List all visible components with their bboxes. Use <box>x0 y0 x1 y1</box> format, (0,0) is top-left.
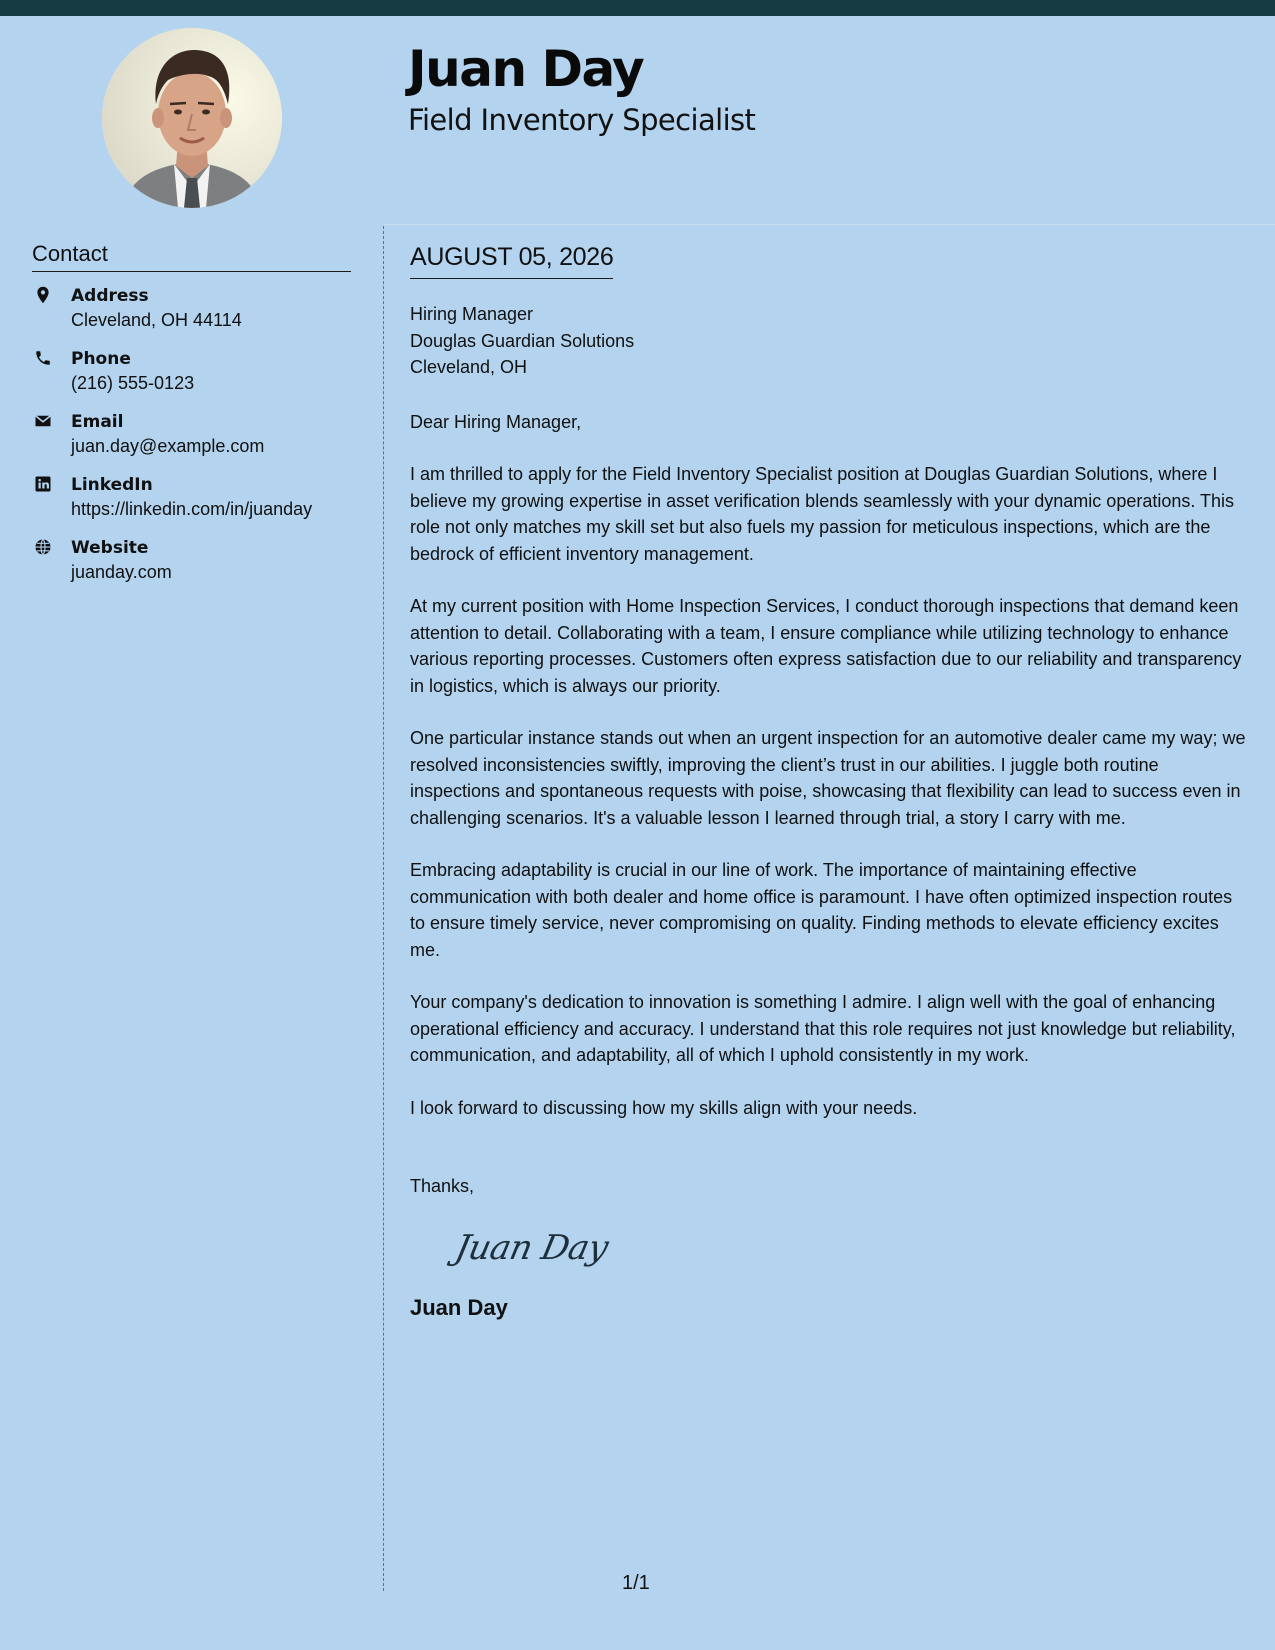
job-title: Field Inventory Specialist <box>408 103 756 137</box>
contact-email <box>32 410 362 473</box>
contact-label: Address <box>71 286 149 306</box>
page-number: 1/1 <box>622 1572 650 1594</box>
contact-label: Phone <box>71 349 131 369</box>
recipient-line: Hiring Manager <box>410 304 534 324</box>
contact-heading: Contact <box>32 241 351 272</box>
contact-value[interactable]: juanday.com <box>71 562 172 582</box>
contact-value: Cleveland, OH 44114 <box>71 310 242 330</box>
profile-photo <box>102 28 282 208</box>
header-divider <box>384 224 1275 225</box>
contact-value: (216) 555-0123 <box>71 373 195 393</box>
paragraph: One particular instance stands out when an urgent inspection for an automotive dealer came my way; we resolved inconsistencies swiftly, improving the client’s trust in our abilities. I juggle both routine inspections and spontaneous requests with poise, showcasing that flexibility can lead to success even in challenging scenarios. It's a valuable lesson I learned through trial, a story I carry with me. <box>410 728 1246 828</box>
paragraph: Your company's dedication to innovation is something I admire. I align well with the goal of enhancing operational efficiency and accuracy. I understand that this role requires not just knowledge but reliability, communication, and adaptability, all of which I uphold consistently in my work. <box>410 992 1236 1065</box>
avatar <box>102 28 282 208</box>
signature: Juan Day <box>451 1228 612 1268</box>
map-pin-icon <box>34 286 52 304</box>
paragraph: Embracing adaptability is crucial in our line of work. The importance of maintaining effective communication with both dealer and home office is paramount. I have often optimized inspection routes to ensure timely service, never compromising on quality. Finding methods to elevate efficiency excites me. <box>410 860 1233 960</box>
contact-address <box>32 284 362 347</box>
paragraph: I am thrilled to apply for the Field Inventory Specialist position at Douglas Guardian Solutions, where I believe my growing expertise in asset verification blends seamlessly with your dynamic operations. This role not only matches my skill set but also fuels my passion for meticulous inspections, which are the bedrock of efficient inventory management. <box>410 464 1235 564</box>
salutation: Dear Hiring Manager, <box>410 411 582 432</box>
letter-date: AUGUST 05, 2026 <box>410 243 613 279</box>
linkedin-icon <box>34 475 52 493</box>
phone-icon <box>34 349 52 367</box>
contact-phone <box>32 347 362 410</box>
paragraph: At my current position with Home Inspection Services, I conduct thorough inspections that demand keen attention to detail. Collaborating with a team, I ensure compliance while utilizing technology to enhance various reporting processes. Customers often express satisfaction due to our reliability and transparency in logistics, which is always our priority. <box>410 596 1242 696</box>
applicant-name: Juan Day <box>408 40 644 98</box>
contact-label: LinkedIn <box>71 475 153 495</box>
recipient-block <box>410 301 1250 381</box>
contact-linkedin <box>32 473 362 536</box>
globe-icon <box>34 538 52 556</box>
contact-website <box>32 536 362 599</box>
contact-list <box>32 284 362 599</box>
contact-label: Email <box>71 412 124 432</box>
paragraph: I look forward to discussing how my skills align with your needs. <box>410 1097 918 1118</box>
signer-name: Juan Day <box>410 1295 508 1320</box>
recipient-line: Cleveland, OH <box>410 357 528 377</box>
recipient-line: Douglas Guardian Solutions <box>410 330 635 351</box>
contact-value[interactable]: https://linkedin.com/in/juanday <box>71 499 313 519</box>
envelope-icon <box>34 412 52 430</box>
letter-body <box>410 243 1250 1321</box>
contact-value[interactable]: juan.day@example.com <box>71 436 265 456</box>
closing: Thanks, <box>410 1176 475 1196</box>
top-accent-bar <box>0 0 1275 16</box>
column-divider <box>383 226 384 1591</box>
contact-label: Website <box>71 538 149 558</box>
